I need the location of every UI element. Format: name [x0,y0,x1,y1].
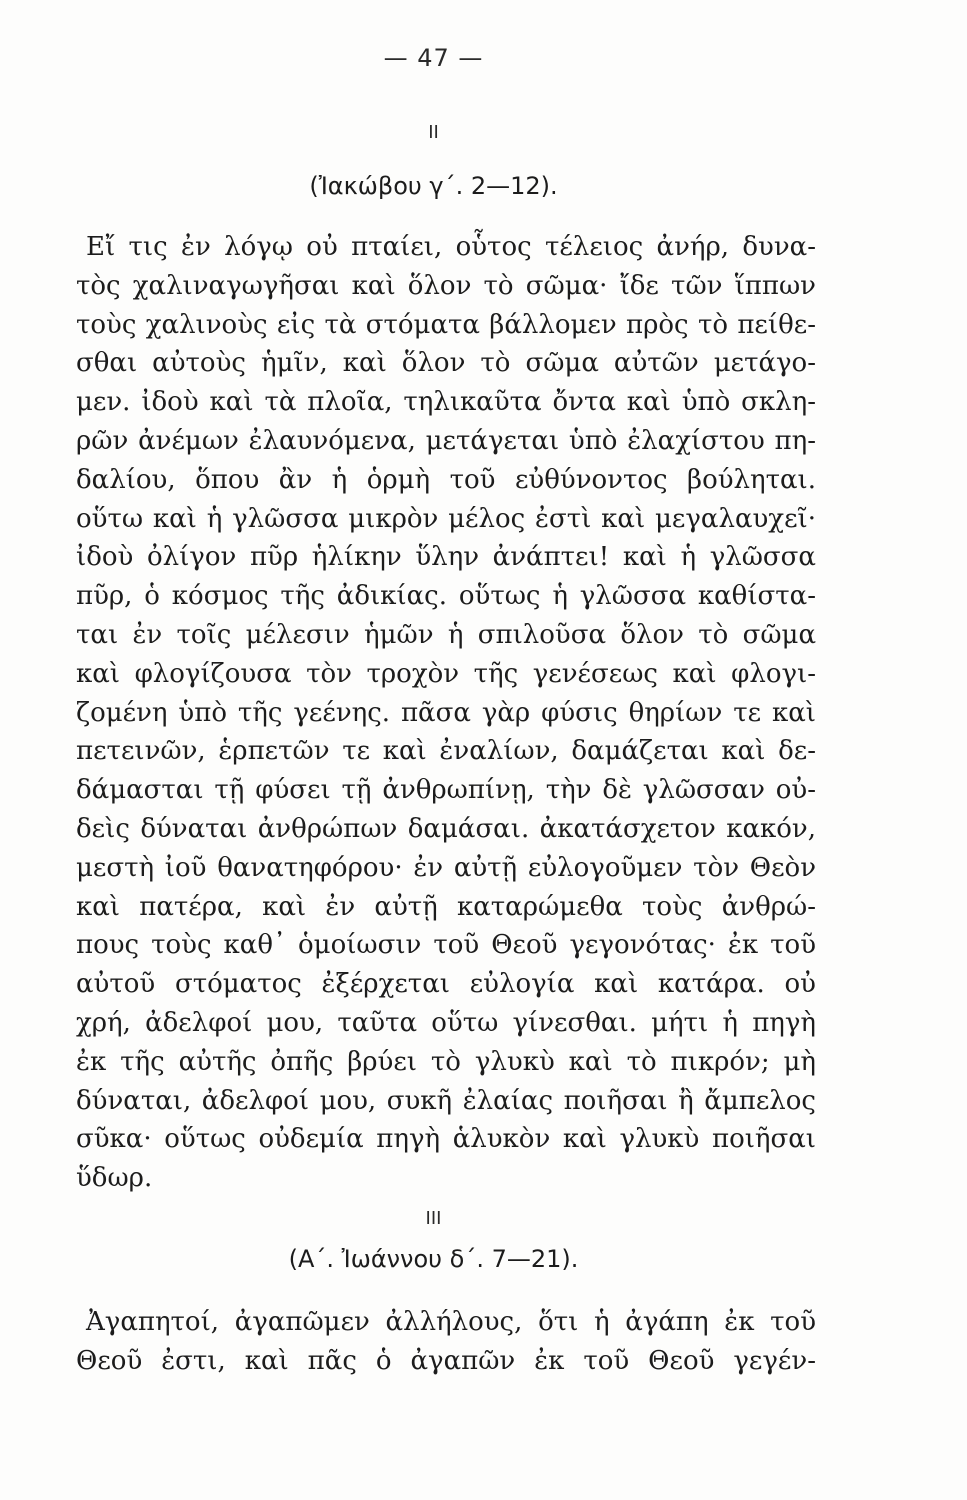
section-reference: (Ἰακώβου γ΄. 2—12). [309,172,558,200]
section-body [76,228,816,1198]
section-numeral: III [425,1208,442,1229]
text-line: ἐκ τῆς αὐτῆς ὀπῆς βρύει τὸ γλυκὺ καὶ τὸ πικρόν; μὴ [76,1046,816,1077]
text-line: δαλίου, ὅπου ἂν ἡ ὁρμὴ τοῦ εὐθύνοντος βούληται. [76,464,816,495]
text-line: ὕδωρ. [76,1163,153,1194]
text-line: καὶ πατέρα, καὶ ἐν αὐτῇ καταρώμεθα τοὺς ἀνθρώ- [76,891,816,922]
text-line: χρή, ἀδελφοί μου, ταῦτα οὕτω γίνεσθαι. μήτι ἡ πηγὴ [76,1007,816,1038]
text-line: οὕτω καὶ ἡ γλῶσσα μικρὸν μέλος ἐστὶ καὶ μεγαλαυχεῖ· [76,503,816,534]
text-line: Θεοῦ ἐστι, καὶ πᾶς ὁ ἀγαπῶν ἐκ τοῦ Θεοῦ γεγέν- [76,1345,816,1376]
text-line: αὐτοῦ στόματος ἐξέρχεται εὐλογία καὶ κατάρα. οὐ [76,969,816,1000]
text-line: Εἴ τις ἐν λόγῳ οὐ πταίει, οὗτος τέλειος ἀνήρ, δυνα- [86,232,816,262]
text-line: μεστὴ ἰοῦ θανατηφόρου· ἐν αὐτῇ εὐλογοῦμεν τὸν Θεὸν [76,852,816,883]
text-line: τὸς χαλιναγωγῆσαι καὶ ὅλον τὸ σῶμα· ἴδε τῶν ἵππων [76,270,816,301]
text-line: σθαι αὐτοὺς ἡμῖν, καὶ ὅλον τὸ σῶμα αὐτῶν μετάγο- [76,348,816,379]
section-numeral: II [428,122,439,143]
page-number: — 47 — [383,44,484,72]
text-line: σῦκα· οὕτως οὐδεμία πηγὴ ἁλυκὸν καὶ γλυκὺ ποιῆσαι [76,1124,816,1155]
section-body [76,1303,816,1381]
text-line: πῦρ, ὁ κόσμος τῆς ἀδικίας. οὕτως ἡ γλῶσσα καθίστα- [76,581,816,612]
text-line: ἰδοὺ ὀλίγον πῦρ ἡλίκην ὕλην ἀνάπτει! καὶ ἡ γλῶσσα [76,542,816,573]
text-line: ρῶν ἀνέμων ἐλαυνόμενα, μετάγεται ὑπὸ ἐλαχίστου πη- [76,425,816,456]
text-line: πους τοὺς καθ᾿ ὁμοίωσιν τοῦ Θεοῦ γεγονότας· ἐκ τοῦ [76,930,816,961]
text-line: καὶ φλογίζουσα τὸν τροχὸν τῆς γενέσεως καὶ φλογι- [76,658,816,689]
text-line: τοὺς χαλινοὺς εἰς τὰ στόματα βάλλομεν πρὸς τὸ πείθε- [76,309,816,340]
text-line: δύναται, ἀδελφοί μου, συκῆ ἐλαίας ποιῆσαι ἢ ἄμπελος [76,1085,816,1116]
text-line: μεν. ἰδοὺ καὶ τὰ πλοῖα, τηλικαῦτα ὄντα καὶ ὑπὸ σκλη- [76,387,816,418]
text-line: ται ἐν τοῖς μέλεσιν ἡμῶν ἡ σπιλοῦσα ὅλον τὸ σῶμα [76,619,816,650]
text-line: Ἀγαπητοί, ἀγαπῶμεν ἀλλήλους, ὅτι ἡ ἀγάπη ἐκ τοῦ [86,1307,816,1337]
text-line: δεὶς δύναται ἀνθρώπων δαμάσαι. ἀκατάσχετον κακόν, [76,813,816,844]
text-line: δάμασται τῇ φύσει τῇ ἀνθρωπίνῃ, τὴν δὲ γλῶσσαν οὐ- [76,775,816,806]
text-line: ζομένη ὑπὸ τῆς γεένης. πᾶσα γὰρ φύσις θηρίων τε καὶ [76,697,816,728]
section-reference: (Α΄. Ἰωάννου δ΄. 7—21). [288,1245,579,1273]
text-line: πετεινῶν, ἑρπετῶν τε καὶ ἐναλίων, δαμάζεται καὶ δε- [76,736,816,767]
